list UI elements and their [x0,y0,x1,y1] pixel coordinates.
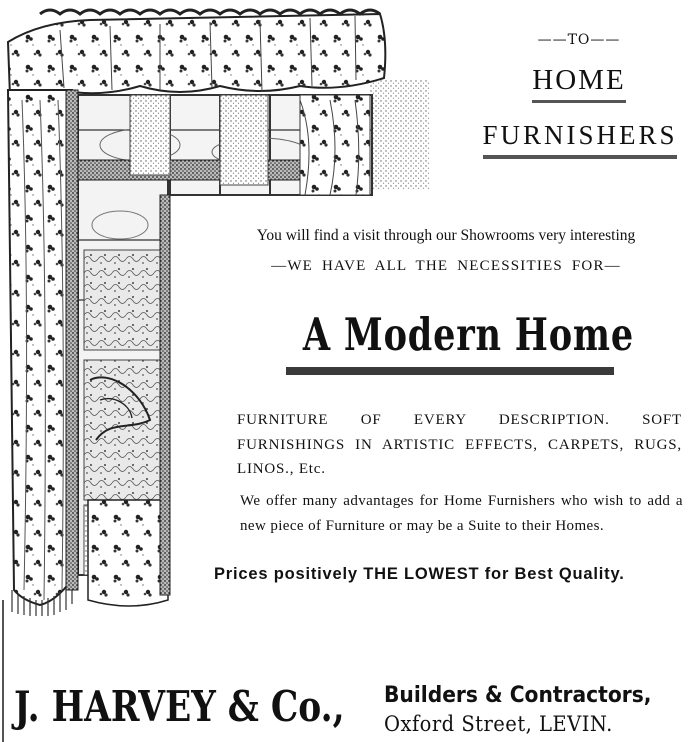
showroom-invitation: You will find a visit through our Showrooms very interesting [256,227,636,244]
furnishers-heading: FURNISHERS [482,120,678,150]
company-trade: Builders & Contractors, [384,683,652,708]
furnishers-underline [483,155,677,159]
furniture-description: FURNITURE OF EVERY DESCRIPTION. SOFT FURNISHINGS IN ARTISTIC EFFECTS, CARPETS, RUGS, LINOS., Etc. [237,412,682,477]
prices-slogan: Prices positively THE LOWEST for Best Quality. [214,565,625,583]
page-border [2,600,4,742]
home-heading: HOME [532,64,626,96]
company-address: Oxford Street, LEVIN. [384,712,613,736]
company-name: J. HARVEY & Co., [14,682,345,731]
headline: A Modern Home [302,308,634,361]
home-underline [532,100,626,103]
necessities-line: —WE HAVE ALL THE NECESSITIES FOR— [271,258,621,274]
to-heading: ——TO—— [537,32,621,48]
offer-paragraph: We offer many advantages for Home Furnishers who wish to add a new piece of Furniture or may be a Suite to their Homes. [240,493,683,534]
headline-underline [286,367,614,375]
